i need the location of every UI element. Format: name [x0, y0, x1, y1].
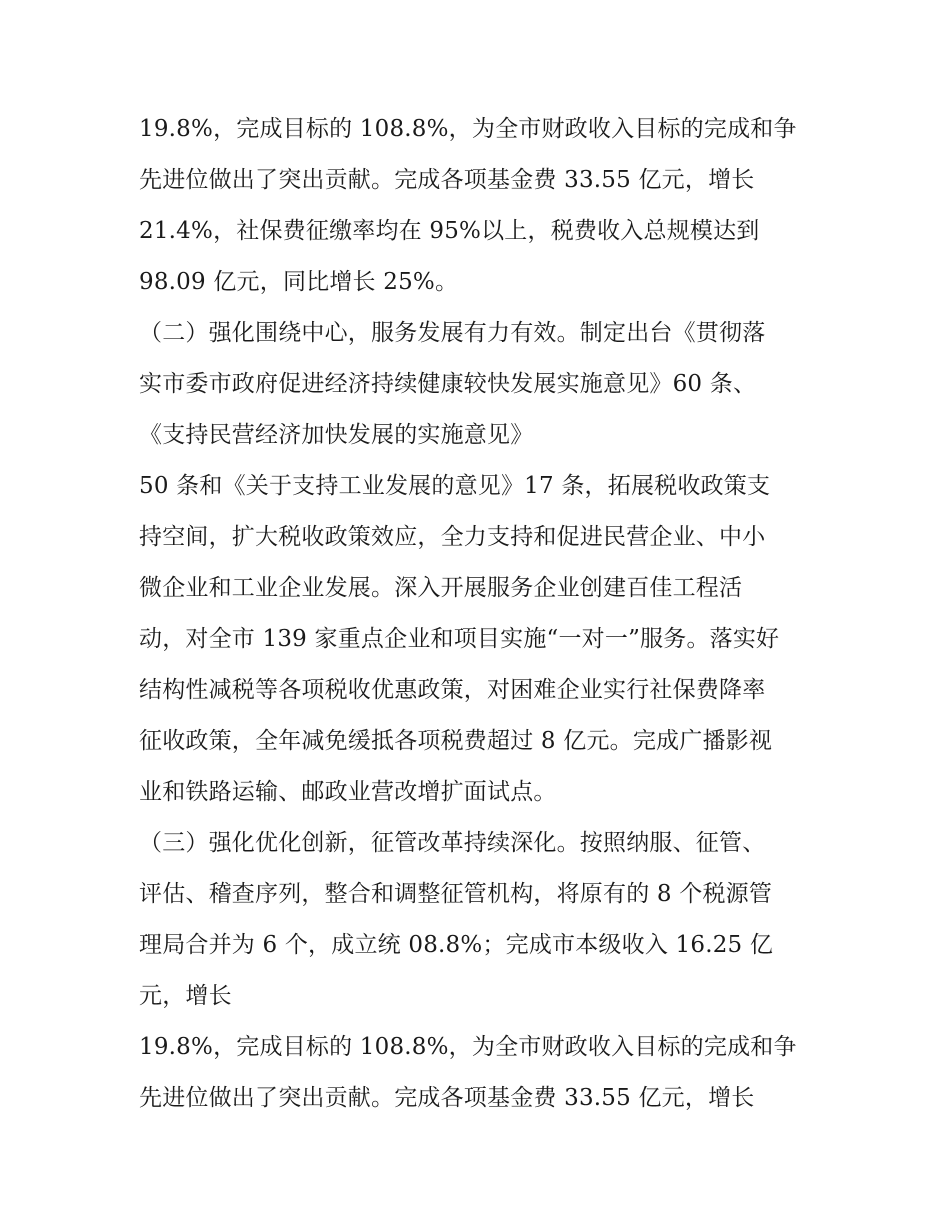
- text-line: 50 条和《关于支持工业发展的意见》17 条，拓展税收政策支: [139, 473, 771, 499]
- text-line: 19.8%，完成目标的 108.8%，为全市财政收入目标的完成和争: [139, 116, 797, 142]
- text-line: 21.4%，社保费征缴率均在 95%以上，税费收入总规模达到: [139, 218, 760, 244]
- text-line: 持空间，扩大税收政策效应，全力支持和促进民营企业、中小: [139, 524, 766, 550]
- text-line: 微企业和工业企业发展。深入开展服务企业创建百佳工程活: [139, 575, 743, 601]
- text-line: 先进位做出了突出贡献。完成各项基金费 33.55 亿元，增长: [139, 1085, 755, 1111]
- text-line: （三）强化优化创新，征管改革持续深化。按照纳服、征管、: [139, 830, 766, 856]
- text-line: 业和铁路运输、邮政业营改增扩面试点。: [139, 779, 557, 805]
- text-line: 《支持民营经济加快发展的实施意见》: [139, 422, 534, 448]
- text-line: 实市委市政府促进经济持续健康较快发展实施意见》60 条、: [139, 371, 757, 397]
- text-line: 19.8%，完成目标的 108.8%，为全市财政收入目标的完成和争: [139, 1034, 797, 1060]
- text-line: 评估、稽查序列，整合和调整征管机构，将原有的 8 个税源管: [139, 881, 773, 907]
- text-line: 98.09 亿元，同比增长 25%。: [139, 269, 459, 295]
- text-line: 理局合并为 6 个，成立统 08.8%；完成市本级收入 16.25 亿: [139, 932, 774, 958]
- text-line: 先进位做出了突出贡献。完成各项基金费 33.55 亿元，增长: [139, 167, 755, 193]
- text-line: 动，对全市 139 家重点企业和项目实施“一对一”服务。落实好: [139, 626, 780, 652]
- text-line: 结构性减税等各项税收优惠政策，对困难企业实行社保费降率: [139, 677, 766, 703]
- text-line: 元，增长: [139, 983, 232, 1009]
- text-line: 征收政策，全年减免缓抵各项税费超过 8 亿元。完成广播影视: [139, 728, 773, 754]
- text-line: （二）强化围绕中心，服务发展有力有效。制定出台《贯彻落: [139, 320, 766, 346]
